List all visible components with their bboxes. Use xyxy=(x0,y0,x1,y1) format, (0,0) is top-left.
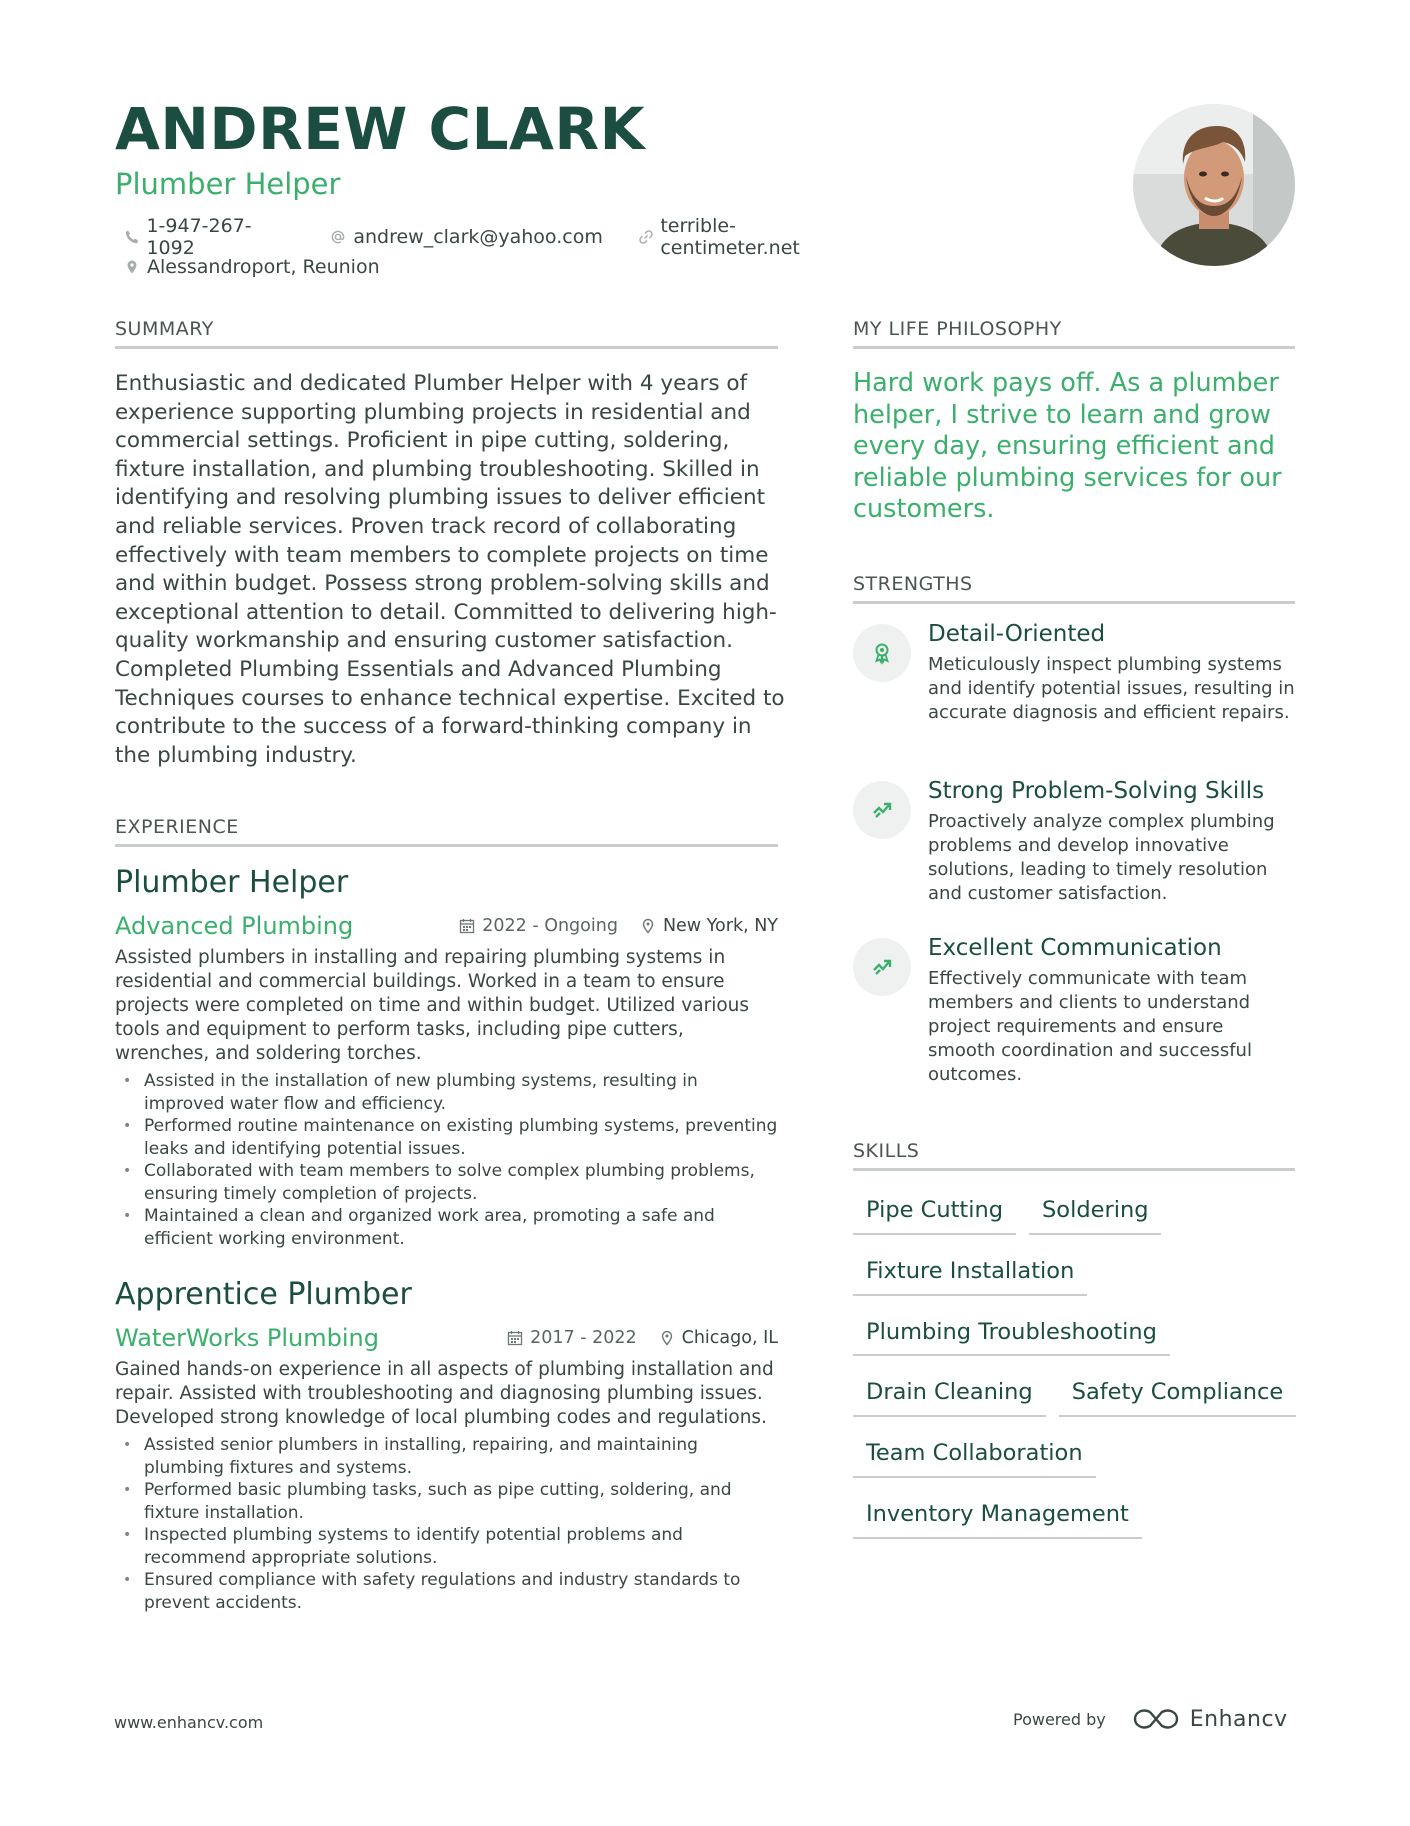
skills-list xyxy=(853,1190,1313,1555)
strength-item xyxy=(853,779,1295,906)
bullet-item: • Collaborated with team members to solve complex plumbing problems, ensuring timely completion of projects. xyxy=(115,1160,778,1205)
brand-name: Enhancv xyxy=(1189,1706,1288,1732)
summary-heading: SUMMARY xyxy=(115,318,778,349)
bullet-item: • Ensured compliance with safety regulations and industry standards to prevent accidents. xyxy=(115,1569,778,1614)
bullet-item: • Assisted senior plumbers in installing, repairing, and maintaining plumbing fixtures and systems. xyxy=(115,1434,778,1479)
skill-tag: Drain Cleaning xyxy=(853,1372,1046,1417)
contact-info xyxy=(115,215,895,282)
job-bullets xyxy=(115,1070,778,1250)
bullet-item: • Performed routine maintenance on existing plumbing systems, preventing leaks and identifying potential issues. xyxy=(115,1115,778,1160)
bullet-item: • Inspected plumbing systems to identify potential problems and recommend appropriate solutions. xyxy=(115,1524,778,1569)
skill-tag: Soldering xyxy=(1029,1190,1161,1235)
calendar-icon xyxy=(459,918,475,934)
phone-text: 1-947-267-1092 xyxy=(146,215,252,259)
job-company: Advanced Plumbing xyxy=(115,912,354,940)
job-location: Chicago, IL xyxy=(681,1328,778,1348)
strength-description: Effectively communicate with team members and clients to understand project requirements and ensure smooth coordination and successful outcomes. xyxy=(928,968,1252,1086)
skills-heading: SKILLS xyxy=(853,1140,1295,1171)
candidate-title: Plumber Helper xyxy=(115,167,341,201)
contact-email[interactable] xyxy=(321,226,603,248)
candidate-name: ANDREW CLARK xyxy=(115,95,646,163)
footer-branding xyxy=(1013,1706,1288,1732)
location-pin-icon xyxy=(123,258,141,276)
job-dates: 2022 - Ongoing xyxy=(482,916,618,936)
strength-description: Proactively analyze complex plumbing problems and develop innovative solutions, leading to timely resolution and customer satisfaction. xyxy=(928,811,1275,905)
strength-title: Excellent Communication xyxy=(928,935,1222,961)
skill-tag: Inventory Management xyxy=(853,1494,1142,1539)
enhancv-logo-icon xyxy=(1132,1706,1180,1732)
philosophy-heading: MY LIFE PHILOSOPHY xyxy=(853,318,1295,349)
footer-website[interactable]: www.enhancv.com xyxy=(114,1713,264,1732)
job-description: Assisted plumbers in installing and repairing plumbing systems in residential and commercial buildings. Worked in a team to ensure projects were completed on time and within budget. Utilized various tools and equipment to perform tasks, including pipe cutters, wrenches, and soldering torches. xyxy=(115,947,750,1064)
job-title: Apprentice Plumber xyxy=(115,1277,412,1312)
experience-heading: EXPERIENCE xyxy=(115,816,778,847)
bullet-item: • Maintained a clean and organized work area, promoting a safe and efficient working environment. xyxy=(115,1205,778,1250)
philosophy-text: Hard work pays off. As a plumber helper, I strive to learn and grow every day, ensuring efficient and reliable plumbing services for our customers. xyxy=(853,368,1282,524)
profile-photo xyxy=(1133,104,1295,266)
job-location: New York, NY xyxy=(662,916,778,936)
job-dates: 2017 - 2022 xyxy=(530,1328,637,1348)
location-pin-icon xyxy=(659,1330,675,1346)
at-icon xyxy=(329,228,347,246)
award-icon xyxy=(853,624,911,682)
email-text: andrew_clark@yahoo.com xyxy=(353,226,603,248)
website-text: terrible-centimeter.net xyxy=(660,215,800,259)
bullet-item: • Assisted in the installation of new plumbing systems, resulting in improved water flow and efficiency. xyxy=(115,1070,778,1115)
job-bullets xyxy=(115,1434,778,1614)
growth-arrow-icon xyxy=(853,781,911,839)
powered-by-text: Powered by xyxy=(1013,1709,1106,1729)
strength-item xyxy=(853,622,1295,725)
phone-icon xyxy=(123,228,140,246)
job-title: Plumber Helper xyxy=(115,865,349,900)
contact-phone[interactable] xyxy=(115,215,295,259)
skill-tag: Team Collaboration xyxy=(853,1433,1096,1478)
skill-tag: Fixture Installation xyxy=(853,1251,1087,1296)
skill-tag: Safety Compliance xyxy=(1059,1372,1297,1417)
growth-arrow-icon xyxy=(853,938,911,996)
location-text: Alessandroport, Reunion xyxy=(147,256,380,278)
location-pin-icon xyxy=(640,918,656,934)
strength-title: Detail-Oriented xyxy=(928,621,1106,647)
strength-description: Meticulously inspect plumbing systems and identify potential issues, resulting in accurate diagnosis and efficient repairs. xyxy=(928,654,1295,724)
strength-title: Strong Problem-Solving Skills xyxy=(928,778,1265,804)
contact-location xyxy=(115,256,380,278)
bullet-item: • Performed basic plumbing tasks, such as pipe cutting, soldering, and fixture installation. xyxy=(115,1479,778,1524)
job-description: Gained hands-on experience in all aspects of plumbing installation and repair. Assisted with troubleshooting and diagnosing plumbing issues. Developed strong knowledge of local plumbing codes and regulations. xyxy=(115,1359,774,1428)
contact-website[interactable] xyxy=(629,215,869,259)
calendar-icon xyxy=(507,1330,523,1346)
job-entry xyxy=(115,1277,778,1614)
strengths-heading: STRENGTHS xyxy=(853,573,1295,604)
job-company: WaterWorks Plumbing xyxy=(115,1324,379,1352)
skill-tag: Plumbing Troubleshooting xyxy=(853,1312,1170,1357)
skill-tag: Pipe Cutting xyxy=(853,1190,1016,1235)
link-icon xyxy=(637,228,654,246)
job-entry xyxy=(115,865,778,1250)
strength-item xyxy=(853,936,1295,1087)
summary-text: Enthusiastic and dedicated Plumber Helper with 4 years of experience supporting plumbing projects in residential and commercial settings. Proficient in pipe cutting, soldering, fixture installation, and plumbing troubleshooting. Skilled in identifying and resolving plumbing issues to deliver efficient and reliable services. Proven track record of collaborating effectively with team members to complete projects on time and within budget. Possess strong problem-solving skills and exceptional attention to detail. Committed to delivering high-quality workmanship and ensuring customer satisfaction. Completed Plumbing Essentials and Advanced Plumbing Techniques courses to enhance technical expertise. Excited to contribute to the success of a forward-thinking company in the plumbing industry. xyxy=(115,371,785,768)
